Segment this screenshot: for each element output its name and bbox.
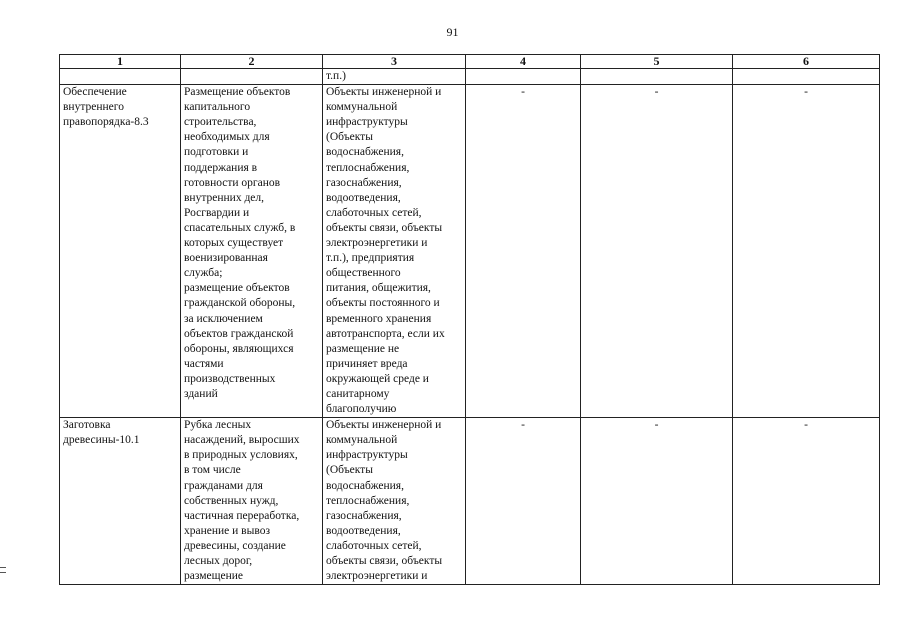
column-header-5: 5 — [581, 55, 733, 69]
table-cell — [181, 69, 323, 85]
land-use-type: Обеспечение внутреннего правопорядка-8.3 — [63, 86, 149, 129]
table-row — [60, 418, 880, 585]
cell-text: - — [521, 419, 525, 432]
margin-mark — [0, 567, 6, 573]
auxiliary-use-description: Объекты инженерной и коммунальной инфраструктуры (Объекты водоснабжения, теплоснабжения, газоснабжения, водоотведения, слаботочных сетей, объекты связи, объекты электроэнергетики и — [326, 419, 443, 583]
table-cell — [60, 418, 181, 585]
column-header-6: 6 — [733, 55, 880, 69]
column-header-3: 3 — [323, 55, 466, 69]
cell-text: - — [654, 419, 659, 432]
cell-text: - — [654, 86, 659, 99]
table-cell — [466, 69, 581, 85]
column-header-1: 1 — [60, 55, 181, 69]
cell-text: - — [804, 419, 808, 432]
table-row — [60, 85, 880, 418]
auxiliary-use-description: Объекты инженерной и коммунальной инфраструктуры (Объекты водоснабжения, теплоснабжения, газоснабжения, водоотведения, слаботочных сетей, объекты связи, объекты электроэнергетики и т.п.), предприятия общественного питания, общежития, объекты постоянного и временного хранения автотранспорта, если их размещение не причиняет вреда окружающей среде и санитарному благополучию — [326, 86, 445, 416]
cell-text: - — [804, 86, 808, 99]
table-cell — [733, 418, 880, 585]
page-number: 91 — [446, 25, 459, 39]
land-use-description: Рубка лесных насаждений, выросших в природных условиях, в том числе гражданами для собственных нужд, частичная переработка, хранение и вывоз древесины, создание лесных дорог, размещение — [184, 419, 300, 583]
table-cell — [466, 418, 581, 585]
zoning-table — [59, 54, 880, 585]
land-use-type: Заготовка древесины-10.1 — [63, 419, 140, 447]
table-cell — [466, 85, 581, 418]
cell-text: - — [521, 86, 525, 99]
column-header-2: 2 — [181, 55, 323, 69]
table-cell — [181, 85, 323, 418]
table-cell — [733, 69, 880, 85]
column-header-4: 4 — [466, 55, 581, 69]
table-cell — [733, 85, 880, 418]
table-cell — [323, 69, 466, 85]
table-cell — [181, 418, 323, 585]
land-use-description: Размещение объектов капитального строительства, необходимых для подготовки и поддержания в готовности органов внутренних дел, Росгвардии и спасательных служб, в которых существует военизированная служба; размещение объектов гражданской обороны, за исключением объектов гражданской обороны, являющихся частями производственных зданий — [184, 86, 296, 400]
cell-text: т.п.) — [326, 70, 346, 82]
table-row — [60, 69, 880, 85]
table-cell — [60, 69, 181, 85]
table-cell — [323, 85, 466, 418]
table-header-row — [60, 55, 880, 69]
table-cell — [581, 85, 733, 418]
table-cell — [60, 85, 181, 418]
table-cell — [581, 418, 733, 585]
table-cell — [581, 69, 733, 85]
table-cell — [323, 418, 466, 585]
